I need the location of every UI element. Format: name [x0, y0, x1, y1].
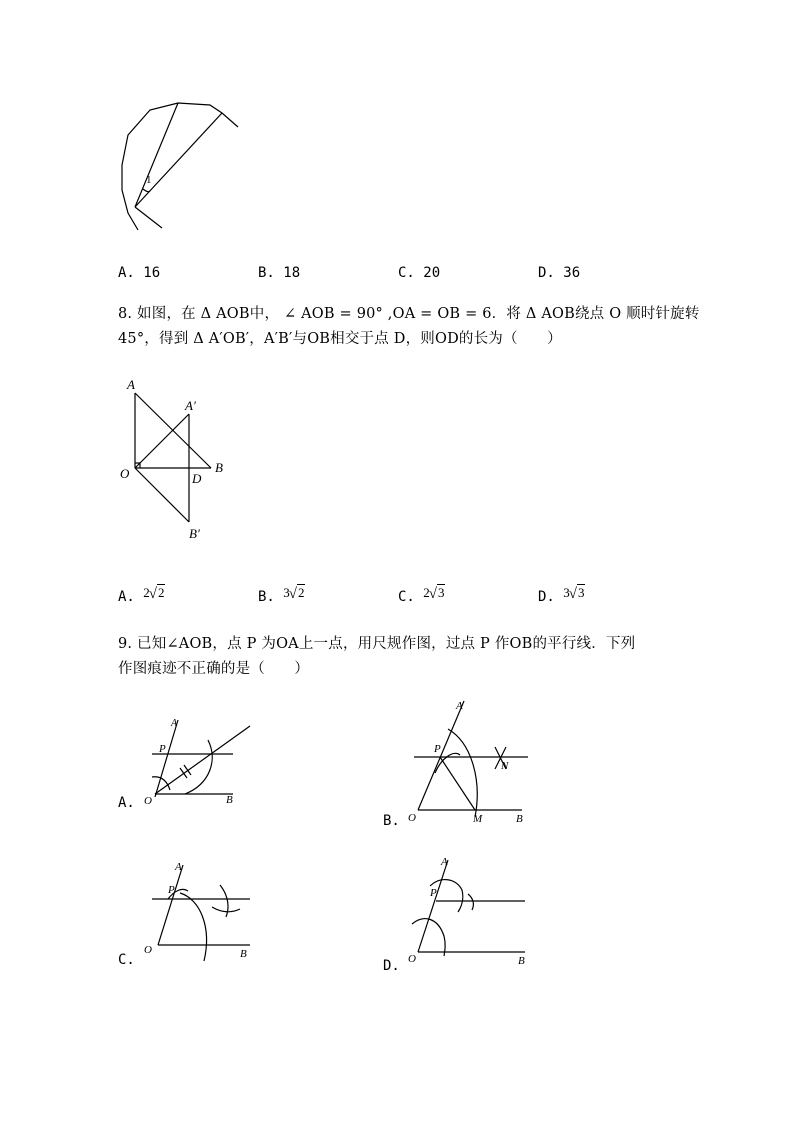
- option-letter: B.: [258, 265, 275, 281]
- q8-label-a: A: [127, 377, 135, 392]
- small-arc: [152, 777, 170, 790]
- q9-figure-c[interactable]: [140, 855, 265, 970]
- label-m: M: [473, 813, 483, 825]
- option-letter: D.: [538, 589, 555, 605]
- q8-option-c[interactable]: [398, 585, 445, 606]
- q7-option-d[interactable]: [538, 265, 580, 281]
- label-o: O: [408, 812, 416, 824]
- q8-stem-line-1: 8. 如图，在 Δ AOB中， ∠ AOB = 90° ,OA = OB = 6．将 Δ AOB绕点 O 顺时针旋转: [118, 306, 700, 322]
- label-a: A: [456, 700, 463, 712]
- q9-option-a-letter[interactable]: A.: [118, 795, 135, 811]
- label-b: B: [518, 955, 525, 967]
- q8-label-o: O: [120, 466, 130, 481]
- label-b: B: [226, 794, 233, 806]
- option-text: 16: [143, 265, 161, 281]
- intersect-arc: [212, 907, 240, 912]
- construction-arc-large: [448, 729, 477, 817]
- label-o: O: [144, 944, 152, 956]
- q9-option-b-letter[interactable]: B.: [383, 813, 400, 829]
- label-b: B: [516, 813, 523, 825]
- label-p: P: [430, 887, 437, 899]
- radicand: 2: [158, 585, 165, 600]
- ray-oa: [418, 701, 464, 810]
- q7-circle-figure: [110, 95, 250, 240]
- option-text: 18: [283, 265, 301, 281]
- q7-option-a[interactable]: [118, 265, 160, 281]
- q9-figure-a[interactable]: [140, 712, 265, 812]
- ray-oa: [418, 860, 448, 952]
- q9-figure-d[interactable]: [400, 850, 535, 970]
- option-letter: C.: [398, 589, 415, 605]
- q8-stem-line-2: 45°，得到 Δ A′OB′，A′B′与OB相交于点 D，则OD的长为（ ）: [118, 331, 562, 347]
- q9-option-d-letter[interactable]: D.: [383, 958, 400, 974]
- coefficient: 2: [143, 585, 150, 600]
- option-letter: C.: [398, 265, 415, 281]
- sqrt-expression: 3√2: [283, 585, 305, 602]
- q8-option-a[interactable]: [118, 585, 165, 606]
- radicand: 3: [438, 585, 445, 600]
- coefficient: 3: [283, 585, 290, 600]
- option-letter: B.: [258, 589, 275, 605]
- q8-label-d: D: [192, 471, 202, 486]
- q9-stem-line-1: 9. 已知∠AOB，点 P 为OA上一点，用尺规作图，过点 P 作OB的平行线．下列: [118, 636, 636, 652]
- sqrt-expression: 2√3: [423, 585, 445, 602]
- tick-mark: [184, 765, 191, 775]
- label-p: P: [434, 743, 441, 755]
- option-letter: D.: [538, 265, 555, 281]
- option-text: 20: [423, 265, 441, 281]
- q8-rotation-figure: [115, 375, 240, 545]
- q8-label-b: B: [215, 460, 223, 475]
- q7-tangent-line: [135, 207, 162, 228]
- q7-option-c[interactable]: [398, 265, 440, 281]
- construction-arc-small: [435, 753, 460, 773]
- q7-angle-label: 1: [146, 174, 152, 186]
- construction-arc-large: [180, 893, 207, 961]
- label-a: A: [171, 718, 178, 729]
- q9-figure-b[interactable]: [400, 695, 535, 830]
- q7-chord-2: [135, 113, 222, 207]
- sqrt-expression: 2√2: [143, 585, 165, 602]
- coefficient: 2: [423, 585, 430, 600]
- label-b: B: [240, 948, 247, 960]
- label-p: P: [159, 743, 166, 755]
- q9-stem-line-2: 作图痕迹不正确的是（ ）: [118, 661, 310, 677]
- radicand: 2: [298, 585, 305, 600]
- radicand: 3: [578, 585, 585, 600]
- label-o: O: [408, 953, 416, 965]
- intersect-arc: [468, 894, 473, 910]
- segment-pm: [440, 757, 475, 810]
- bisector-line: [155, 726, 250, 794]
- construction-arc-lower: [412, 919, 445, 956]
- q9-option-c-letter[interactable]: C.: [118, 952, 135, 968]
- q8-option-d[interactable]: [538, 585, 585, 606]
- q8-segment-ob-prime: [135, 468, 189, 522]
- q8-option-b[interactable]: [258, 585, 305, 606]
- q8-segment-oa-prime: [135, 414, 189, 468]
- construction-arc: [185, 740, 212, 794]
- q7-chord-1: [135, 103, 178, 207]
- sqrt-expression: 3√3: [563, 585, 585, 602]
- tick-mark: [180, 768, 187, 778]
- label-p: P: [168, 884, 175, 896]
- q7-option-b[interactable]: [258, 265, 300, 281]
- option-text: 36: [563, 265, 581, 281]
- q8-label-b-prime: B′: [189, 526, 200, 541]
- ray-oa: [158, 865, 183, 945]
- label-a: A: [175, 861, 182, 873]
- label-n: N: [501, 760, 509, 772]
- label-o: O: [144, 795, 152, 807]
- coefficient: 3: [563, 585, 570, 600]
- option-letter: A.: [118, 589, 135, 605]
- q8-label-a-prime: A′: [185, 398, 196, 413]
- option-letter: A.: [118, 265, 135, 281]
- q7-angle-arc: [143, 189, 150, 192]
- label-a: A: [441, 856, 448, 868]
